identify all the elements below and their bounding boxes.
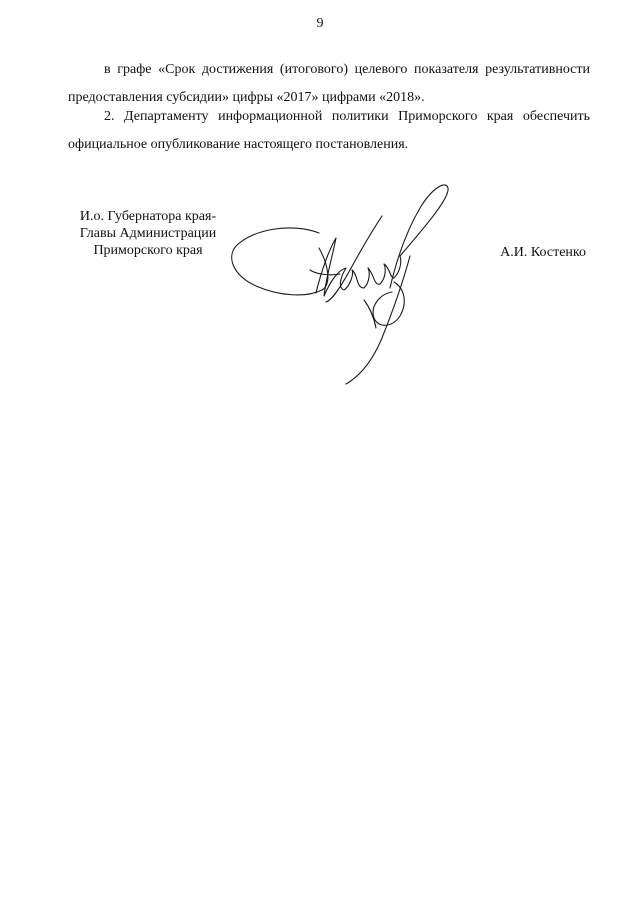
paragraph-2 — [68, 103, 590, 159]
signatory-name: А.И. Костенко — [500, 245, 586, 260]
paragraph-2-line-1: 2. Департаменту информационной политики Приморского края обеспечить — [104, 109, 590, 124]
handwritten-signature — [224, 178, 454, 388]
paragraph-1-line-2: предоставления субсидии» цифры «2017» цифрами «2018». — [68, 90, 425, 105]
signatory-position — [58, 208, 238, 259]
paragraph-1-line-1: в графе «Срок достижения (итогового) целевого показателя результативности — [104, 62, 590, 77]
signatory-position-line-2: Главы Администрации — [79, 226, 217, 241]
signatory-position-line-3: Приморского края — [93, 243, 203, 258]
signatory-position-line-1: И.о. Губернатора края- — [79, 209, 217, 224]
page-number: 9 — [316, 16, 324, 31]
paragraph-2-line-2: официальное опубликование настоящего постановления. — [68, 137, 409, 152]
